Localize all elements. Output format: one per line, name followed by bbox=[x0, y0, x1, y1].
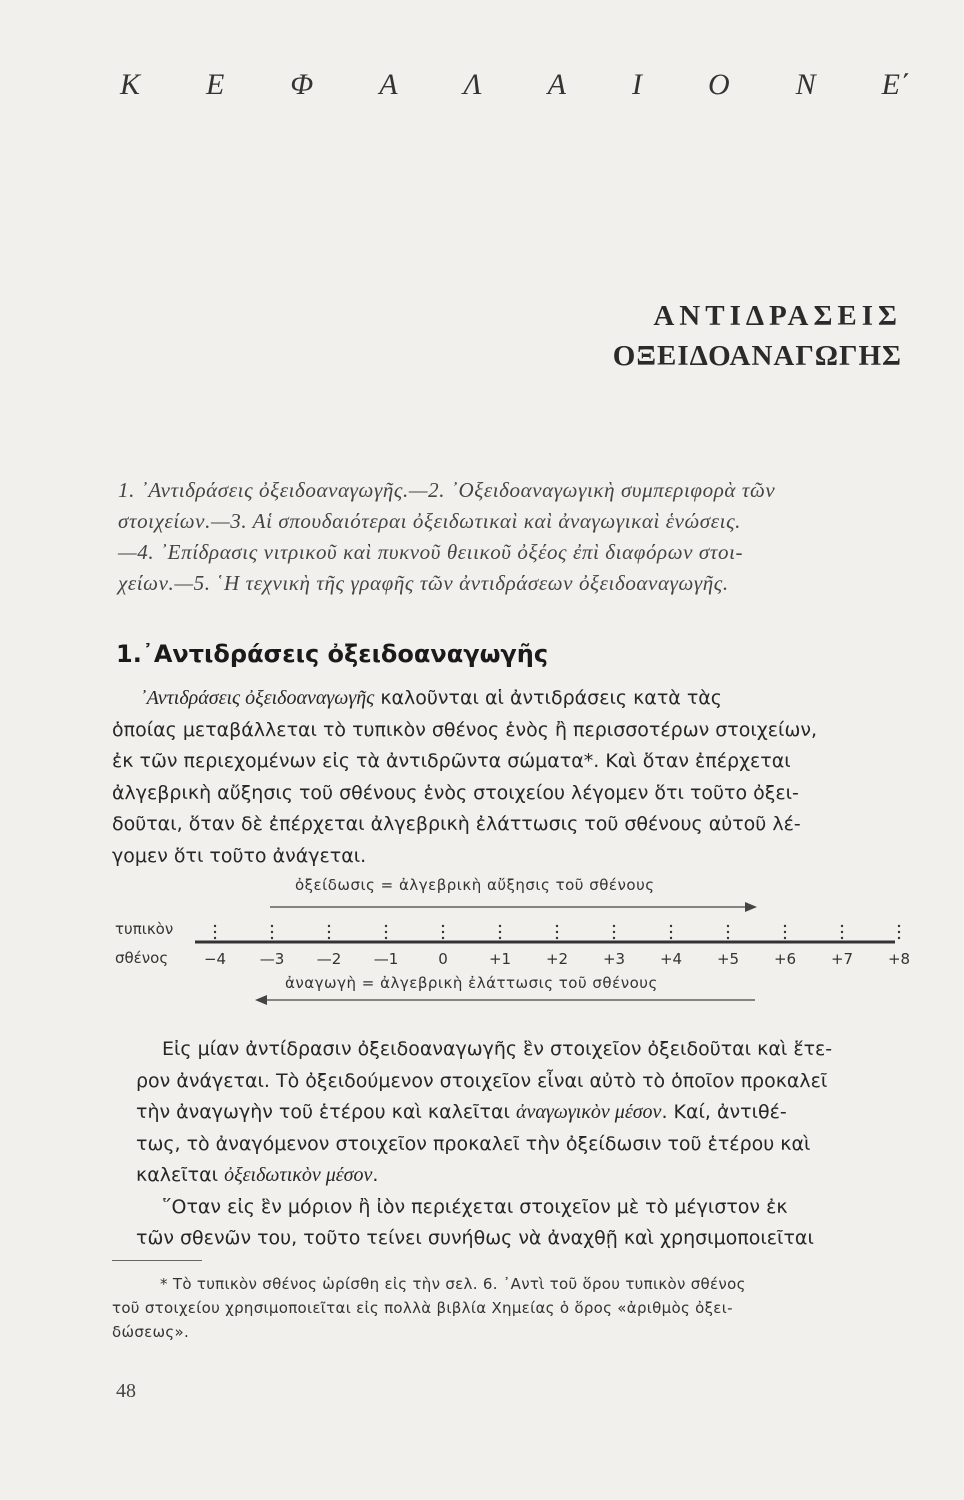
scale-value-label: +6 bbox=[773, 950, 797, 968]
scale-tick-dot bbox=[385, 937, 387, 939]
scale-value-label: +4 bbox=[659, 950, 683, 968]
text-run: . Καί, ἀντιθέ- bbox=[661, 1101, 787, 1123]
paragraph-redox bbox=[136, 1034, 908, 1255]
paragraph-line bbox=[136, 1097, 908, 1129]
summary-line: στοιχείων.—3. Αἱ σπουδαιότεραι ὀξειδωτικαὶ καὶ ἀναγωγικαὶ ἑνώσεις. bbox=[118, 509, 742, 533]
scale-tick-dot bbox=[499, 931, 501, 933]
paragraph-line: τῶν σθενῶν του, τοῦτο τείνει συνήθως νὰ ἀναχθῇ καὶ χρησιμοποιεῖται bbox=[136, 1227, 814, 1249]
scale-tick-dot bbox=[898, 937, 900, 939]
scale-tick-dot bbox=[442, 931, 444, 933]
chapter-summary bbox=[118, 475, 906, 599]
paragraph-definition bbox=[112, 683, 908, 872]
scale-value-label: 0 bbox=[438, 950, 448, 968]
scale-value-label: −4 bbox=[203, 950, 227, 968]
chapter-letter: Ο bbox=[707, 68, 730, 101]
scale-tick-dot bbox=[898, 931, 900, 933]
text-run: τὴν ἀναγωγὴν τοῦ ἑτέρου καὶ καλεῖται bbox=[136, 1101, 516, 1123]
footnote-line: τοῦ στοιχείου χρησιμοποιεῖται εἰς πολλὰ βιβλία Χημείας ὁ ὅρος «ἀριθμὸς ὀξει- bbox=[112, 1299, 733, 1317]
footnote-line: * Τὸ τυπικὸν σθένος ὡρίσθη εἰς τὴν σελ. 6. ᾿Αντὶ τοῦ ὅρου τυπικὸν σθένος bbox=[160, 1275, 746, 1293]
summary-line: χείων.—5. ῾Η τεχνικὴ τῆς γραφῆς τῶν ἀντιδράσεων ὀξειδοαναγωγῆς. bbox=[118, 571, 729, 595]
text-run: καλεῖται bbox=[136, 1164, 225, 1186]
scale-tick-dot bbox=[727, 931, 729, 933]
scale-tick-dot bbox=[442, 937, 444, 939]
scale-tick-dot bbox=[385, 931, 387, 933]
paragraph-line bbox=[112, 683, 908, 715]
scale-tick-dot bbox=[613, 937, 615, 939]
scale-tick-dot bbox=[784, 925, 786, 927]
chapter-letter: Ν bbox=[795, 68, 816, 101]
summary-line: 1. ᾿Αντιδράσεις ὀξειδοαναγωγῆς.—2. ᾿Οξειδοαναγωγικὴ συμπεριφορὰ τῶν bbox=[118, 478, 776, 502]
scale-row-label: τυπικὸν bbox=[115, 920, 174, 938]
scale-tick-dot bbox=[214, 937, 216, 939]
footnote bbox=[112, 1272, 902, 1344]
scale-row-label: σθένος bbox=[115, 949, 169, 967]
footnote-line: δώσεως». bbox=[112, 1323, 190, 1341]
scale-tick-dot bbox=[442, 925, 444, 927]
scale-tick-dot bbox=[328, 937, 330, 939]
scale-tick-dot bbox=[841, 937, 843, 939]
paragraph-line: ρον ἀνάγεται. Τὸ ὀξειδούμενον στοιχεῖον εἶναι αὐτὸ τὸ ὁποῖον προκαλεῖ bbox=[136, 1069, 828, 1092]
scale-tick-dot bbox=[271, 931, 273, 933]
section-heading: 1.᾿Αντιδράσεις ὀξειδοαναγωγῆς bbox=[116, 640, 549, 668]
chapter-title-line1: ΑΝΤΙΔΡΑΣΕΙΣ bbox=[653, 300, 902, 332]
reduction-label: ἀναγωγὴ = ἀλγεβρικὴ ἐλάττωσις τοῦ σθένους bbox=[285, 974, 658, 992]
scale-tick-dot bbox=[271, 937, 273, 939]
reduction-arrow-head-icon bbox=[255, 995, 267, 1005]
term-italic: ᾿Αντιδράσεις ὀξειδοαναγωγῆς bbox=[140, 687, 375, 709]
scale-value-label: +7 bbox=[830, 950, 854, 968]
scale-tick-dot bbox=[727, 925, 729, 927]
scale-tick-dot bbox=[727, 937, 729, 939]
scale-tick-dot bbox=[613, 925, 615, 927]
paragraph-line: ἐκ τῶν περιεχομένων εἰς τὰ ἀντιδρῶντα σώματα*. Καὶ ὅταν ἐπέρχεται bbox=[112, 750, 791, 772]
oxidation-state-scale bbox=[115, 870, 911, 1020]
scale-value-label: +3 bbox=[602, 950, 626, 968]
chapter-letter: Ι bbox=[631, 68, 642, 101]
scale-tick-dot bbox=[328, 931, 330, 933]
paragraph-line: γομεν ὅτι τοῦτο ἀνάγεται. bbox=[112, 844, 367, 867]
scale-tick-dot bbox=[214, 925, 216, 927]
chapter-heading bbox=[120, 68, 910, 102]
text-run: . bbox=[372, 1164, 379, 1186]
scale-value-label: +5 bbox=[716, 950, 740, 968]
paragraph-line: ὁποίας μεταβάλλεται τὸ τυπικὸν σθένος ἑνὸς ἢ περισσοτέρων στοιχείων, bbox=[112, 718, 818, 741]
scale-tick-dot bbox=[841, 931, 843, 933]
scale-tick-dot bbox=[271, 925, 273, 927]
paragraph-line: Εἰς μίαν ἀντίδρασιν ὀξειδοαναγωγῆς ἓν στοιχεῖον ὀξειδοῦται καὶ ἕτε- bbox=[162, 1038, 833, 1060]
page-number: 48 bbox=[116, 1380, 136, 1402]
scale-value-label: —3 bbox=[259, 950, 285, 968]
scale-tick-dot bbox=[784, 931, 786, 933]
scale-tick-dot bbox=[613, 931, 615, 933]
term-italic: ἀναγωγικὸν μέσον bbox=[515, 1101, 662, 1123]
chapter-letter: Ε bbox=[206, 68, 225, 101]
scale-tick-dot bbox=[328, 925, 330, 927]
scale-graphic bbox=[115, 870, 905, 1020]
chapter-letter: Α bbox=[379, 68, 398, 101]
scale-tick-dot bbox=[499, 937, 501, 939]
summary-line: —4. ᾿Επίδρασις νιτρικοῦ καὶ πυκνοῦ θειικοῦ ὀξέος ἐπὶ διαφόρων στοι- bbox=[118, 540, 744, 564]
scale-tick-dot bbox=[784, 937, 786, 939]
paragraph-line: τως, τὸ ἀναγόμενον στοιχεῖον προκαλεῖ τὴν ὀξείδωσιν τοῦ ἑτέρου καὶ bbox=[136, 1132, 811, 1155]
chapter-title-line2: ΟΞΕΙΔΟΑΝΑΓΩΓΗΣ bbox=[612, 340, 902, 372]
scale-tick-dot bbox=[556, 937, 558, 939]
paragraph-line: ἀλγεβρικὴ αὔξησις τοῦ σθένους ἑνὸς στοιχείου λέγομεν ὅτι τοῦτο ὀξει- bbox=[112, 781, 799, 804]
scale-tick-dot bbox=[670, 925, 672, 927]
chapter-letter: Φ bbox=[290, 68, 314, 101]
scale-value-label: +2 bbox=[545, 950, 569, 968]
scale-value-label: +8 bbox=[887, 950, 911, 968]
scale-tick-dot bbox=[841, 925, 843, 927]
scale-tick-dot bbox=[214, 931, 216, 933]
scale-tick-dot bbox=[556, 925, 558, 927]
oxidation-label: ὀξείδωσις = ἀλγεβρικὴ αὔξησις τοῦ σθένους bbox=[295, 876, 655, 894]
scale-tick-dot bbox=[556, 931, 558, 933]
scale-value-label: —2 bbox=[316, 950, 342, 968]
chapter-letter: Ε΄ bbox=[881, 68, 910, 101]
paragraph-line: ῞Οταν εἰς ἓν μόριον ἢ ἰὸν περιέχεται στοιχεῖον μὲ τὸ μέγιστον ἐκ bbox=[162, 1195, 788, 1218]
paragraph-line: δοῦται, ὅταν δὲ ἐπέρχεται ἀλγεβρικὴ ἐλάττωσις τοῦ σθένους αὐτοῦ λέ- bbox=[112, 813, 801, 835]
chapter-letter: Κ bbox=[120, 68, 141, 101]
oxidation-arrow-head-icon bbox=[745, 902, 757, 912]
scale-tick-dot bbox=[499, 925, 501, 927]
chapter-letter: Λ bbox=[463, 68, 482, 101]
scale-tick-dot bbox=[670, 931, 672, 933]
scale-value-label: —1 bbox=[373, 950, 399, 968]
term-italic: ὀξειδωτικὸν μέσον bbox=[224, 1164, 373, 1186]
scale-tick-dot bbox=[670, 937, 672, 939]
footnote-divider bbox=[112, 1260, 202, 1261]
scale-tick-dot bbox=[385, 925, 387, 927]
scale-value-label: +1 bbox=[488, 950, 512, 968]
lead-rest: καλοῦνται αἱ ἀντιδράσεις κατὰ τὰς bbox=[374, 687, 722, 709]
scale-tick-dot bbox=[898, 925, 900, 927]
chapter-letter: Α bbox=[547, 68, 566, 101]
paragraph-line bbox=[136, 1160, 908, 1192]
